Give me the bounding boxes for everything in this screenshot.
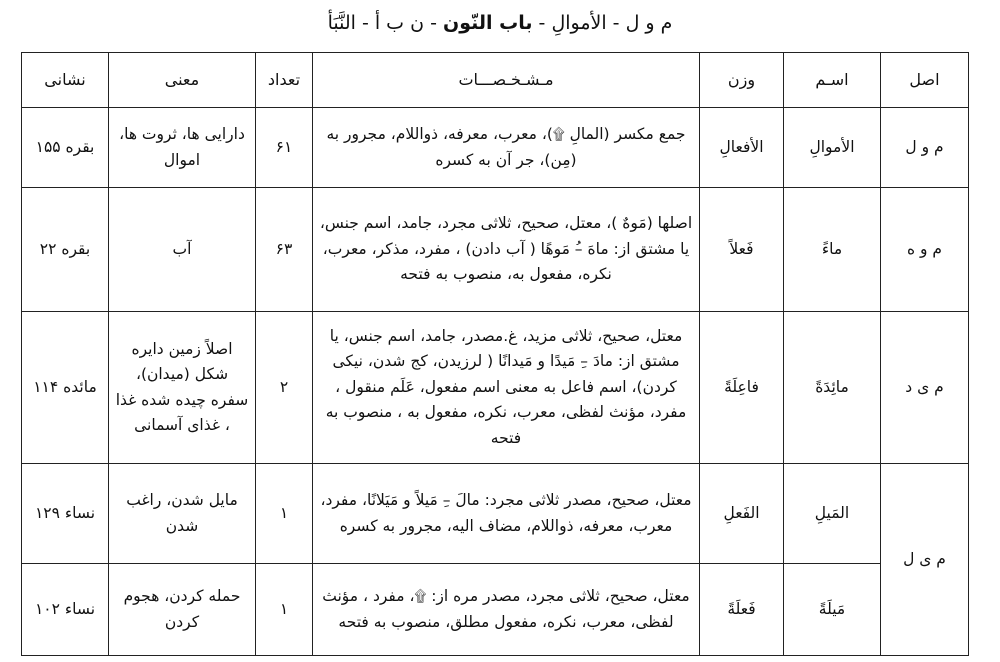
morphology-table: [21, 52, 969, 656]
header-wazn: وزن: [700, 53, 784, 108]
cell-asl: م ی ل: [881, 464, 969, 656]
table-row: [22, 564, 969, 656]
header-mushakhasat: مـشـخـصـــات: [313, 53, 700, 108]
cell-mana: حمله کردن، هجوم کردن: [109, 564, 256, 656]
cell-wazn: الأفعالِ: [700, 108, 784, 188]
cell-wazn: فَعلَةً: [700, 564, 784, 656]
cell-mushakhasat: معتل، صحیح، مصدر ثلاثی مجرد: مالَ –ِ مَیلاً و مَیَلانًا، مفرد، معرب، معرفه، ذواللام، مضاف الیه، مجرور به کسره: [313, 464, 700, 564]
cell-tedad: ۱: [256, 464, 313, 564]
cell-tedad: ۶۳: [256, 188, 313, 312]
cell-tedad: ۶۱: [256, 108, 313, 188]
cell-wazn: الفَعلِ: [700, 464, 784, 564]
title-root-part: م و ل - الأموالِ -: [538, 12, 673, 34]
cell-mana: اصلاً زمین دایره شکل (میدان)، سفره چیده شده غذا ، غذای آسمانی: [109, 312, 256, 464]
cell-asl: م و ل: [881, 108, 969, 188]
title-bold-chapter: باب النّون: [442, 12, 533, 34]
cell-neshani: نساء ۱۰۲: [22, 564, 109, 656]
cell-ism: مَیلَةً: [784, 564, 881, 656]
table-row: [22, 464, 969, 564]
header-neshani: نشانی: [22, 53, 109, 108]
cell-wazn: فاعِلَةً: [700, 312, 784, 464]
cell-asl: م و ه: [881, 188, 969, 312]
cell-neshani: بقره ۲۲: [22, 188, 109, 312]
cell-ism: ماءً: [784, 188, 881, 312]
page-title: [0, 8, 1000, 38]
cell-mushakhasat: معتل، صحیح، ثلاثی مجرد، مصدر مره از: ۩، مفرد ، مؤنث لفظی، معرب، نکره، مفعول مطلق، منصوب به فتحه: [313, 564, 700, 656]
cell-tedad: ۲: [256, 312, 313, 464]
cell-ism: المَیلِ: [784, 464, 881, 564]
cell-wazn: فَعلاً: [700, 188, 784, 312]
cell-neshani: بقره ۱۵۵: [22, 108, 109, 188]
cell-mushakhasat: جمع مکسر (المالِ ۩)، معرب، معرفه، ذواللام، مجرور به (مِن)، جر آن به کسره: [313, 108, 700, 188]
cell-ism: مائِدَةً: [784, 312, 881, 464]
title-letters-part: - ن ب أ - النَّبَأ: [327, 12, 437, 34]
header-asl: اصل: [881, 53, 969, 108]
cell-asl: م ی د: [881, 312, 969, 464]
table-row: [22, 312, 969, 464]
header-row: [22, 53, 969, 108]
cell-neshani: مائده ۱۱۴: [22, 312, 109, 464]
header-tedad: تعداد: [256, 53, 313, 108]
table-row: [22, 108, 969, 188]
cell-mushakhasat: معتل، صحیح، ثلاثی مزید، غ.مصدر، جامد، اسم جنس، یا مشتق از: مادَ –ِ مَیدًا و مَیدانًا ( لرزیدن، کج شدن، نیکی کردن)، اسم فاعل به معنی اسم مفعول، عَلَم منقول ، مفرد، مؤنث لفظی، معرب، نکره، مفعول به ، منصوب به فتحه: [313, 312, 700, 464]
cell-mana: مایل شدن، راغب شدن: [109, 464, 256, 564]
cell-mana: آب: [109, 188, 256, 312]
cell-ism: الأموالِ: [784, 108, 881, 188]
table-row: [22, 188, 969, 312]
header-ism: اسـم: [784, 53, 881, 108]
cell-mushakhasat: اصلها (مَوهٌ )، معتل، صحیح، ثلاثی مجرد، جامد، اسم جنس، یا مشتق از: ماهَ –ُ مَوهًا ( آب دادن) ، مفرد، مذکر، معرب، نکره، مفعول به، منصوب به فتحه: [313, 188, 700, 312]
header-mana: معنی: [109, 53, 256, 108]
cell-mana: دارایی ها، ثروت ها، اموال: [109, 108, 256, 188]
cell-tedad: ۱: [256, 564, 313, 656]
cell-neshani: نساء ۱۲۹: [22, 464, 109, 564]
